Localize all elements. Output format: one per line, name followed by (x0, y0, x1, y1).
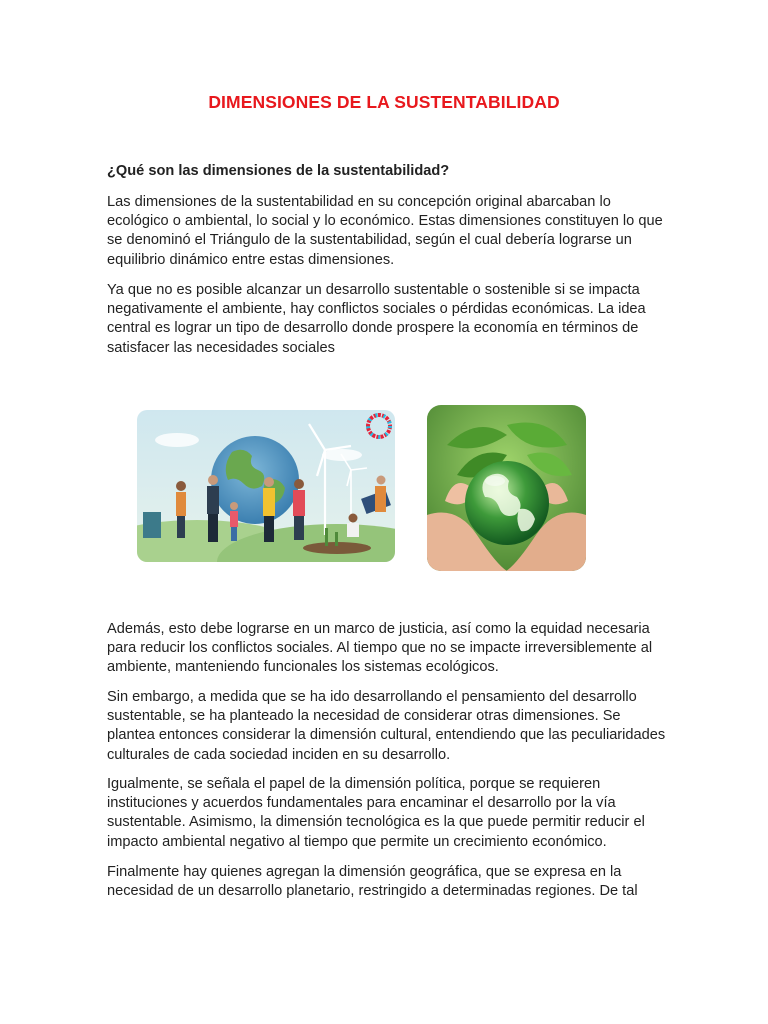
community-illustration-svg (137, 410, 395, 562)
hands-globe-photo-svg (427, 405, 586, 571)
paragraph-3: Además, esto debe lograrse en un marco de justicia, así como la equidad necesaria para reducir los conflictos sociales. Al tiempo que no se impacte irreversiblemente al ambiente, manteniendo funcionales los sistemas ecológicos. (107, 621, 653, 676)
section-heading: ¿Qué son las dimensiones de la sustentabilidad? (107, 163, 450, 179)
paragraph-1: Las dimensiones de la sustentabilidad en su concepción original abarcaban lo ecológico o ambiental, lo social y lo económico. Estas dimensiones constituyen lo que se denominó el Triángulo de la sustentabilidad, según el cual debería lograrse un equilibrio dinámico entre estas dimensiones. (107, 194, 663, 268)
hands-globe-photo-image (427, 405, 586, 571)
paragraph-4: Sin embargo, a medida que se ha ido desarrollando el pensamiento del desarrollo sustentable, se ha planteado la necesidad de considerar otras dimensiones. Se plantea entonces considerar la dimensión cultural, entendiendo que las peculiaridades culturales de cada sociedad inciden en su desarrollo. (107, 689, 666, 763)
paragraph-6: Finalmente hay quienes agregan la dimensión geográfica, que se expresa en la necesidad de un desarrollo planetario, restringido a determinadas regiones. De tal (107, 864, 638, 900)
community-illustration-image (137, 410, 395, 562)
paragraph-2: Ya que no es posible alcanzar un desarrollo sustentable o sostenible si se impacta negativamente el ambiente, hay conflictos sociales o pérdidas económicas. La idea central es lograr un tipo de desarrollo donde prospere la economía en términos de satisfacer las necesidades sociales (107, 282, 646, 356)
page-title: DIMENSIONES DE LA SUSTENTABILIDAD (208, 92, 560, 112)
paragraph-5: Igualmente, se señala el papel de la dimensión política, porque se requieren instituciones y acuerdos fundamentales para encaminar el desarrollo por la vía sustentable. Asimismo, la dimensión tecnológica es la que puede permitir reducir el impacto ambiental negativo al tiempo que permite un crecimiento económico. (107, 776, 645, 850)
